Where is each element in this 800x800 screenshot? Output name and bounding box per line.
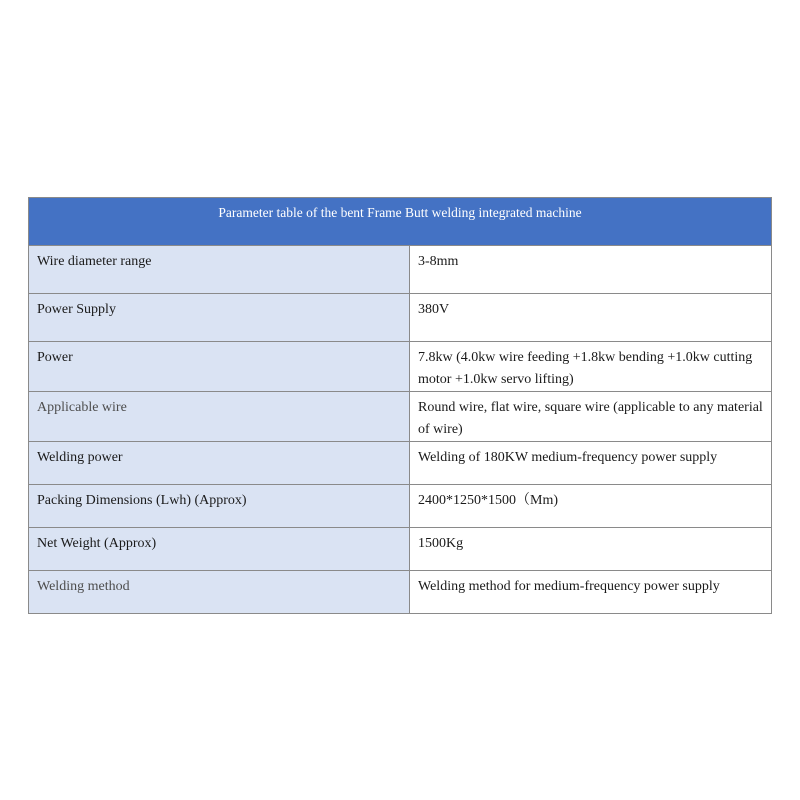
table-row — [29, 442, 772, 485]
row-value: 380V — [410, 294, 772, 342]
row-value: 7.8kw (4.0kw wire feeding +1.8kw bending +1.0kw cutting motor +1.0kw servo lifting) — [410, 342, 772, 392]
row-label: Power — [29, 342, 410, 392]
row-label: Welding power — [29, 442, 410, 485]
row-value: Welding of 180KW medium-frequency power supply — [410, 442, 772, 485]
row-value: 1500Kg — [410, 528, 772, 571]
table-header-row — [29, 198, 772, 246]
row-label: Applicable wire — [29, 392, 410, 442]
table-row — [29, 392, 772, 442]
row-label: Wire diameter range — [29, 246, 410, 294]
row-value: Round wire, flat wire, square wire (applicable to any material of wire) — [410, 392, 772, 442]
parameter-table — [28, 197, 772, 614]
row-label: Welding method — [29, 571, 410, 614]
row-label: Power Supply — [29, 294, 410, 342]
table-row — [29, 571, 772, 614]
table-row — [29, 342, 772, 392]
table-row — [29, 485, 772, 528]
row-label: Packing Dimensions (Lwh) (Approx) — [29, 485, 410, 528]
table-row — [29, 528, 772, 571]
table-title: Parameter table of the bent Frame Butt welding integrated machine — [29, 198, 772, 246]
row-value: 3-8mm — [410, 246, 772, 294]
row-value: 2400*1250*1500（Mm) — [410, 485, 772, 528]
row-value: Welding method for medium-frequency power supply — [410, 571, 772, 614]
table-row — [29, 246, 772, 294]
row-label: Net Weight (Approx) — [29, 528, 410, 571]
table-row — [29, 294, 772, 342]
